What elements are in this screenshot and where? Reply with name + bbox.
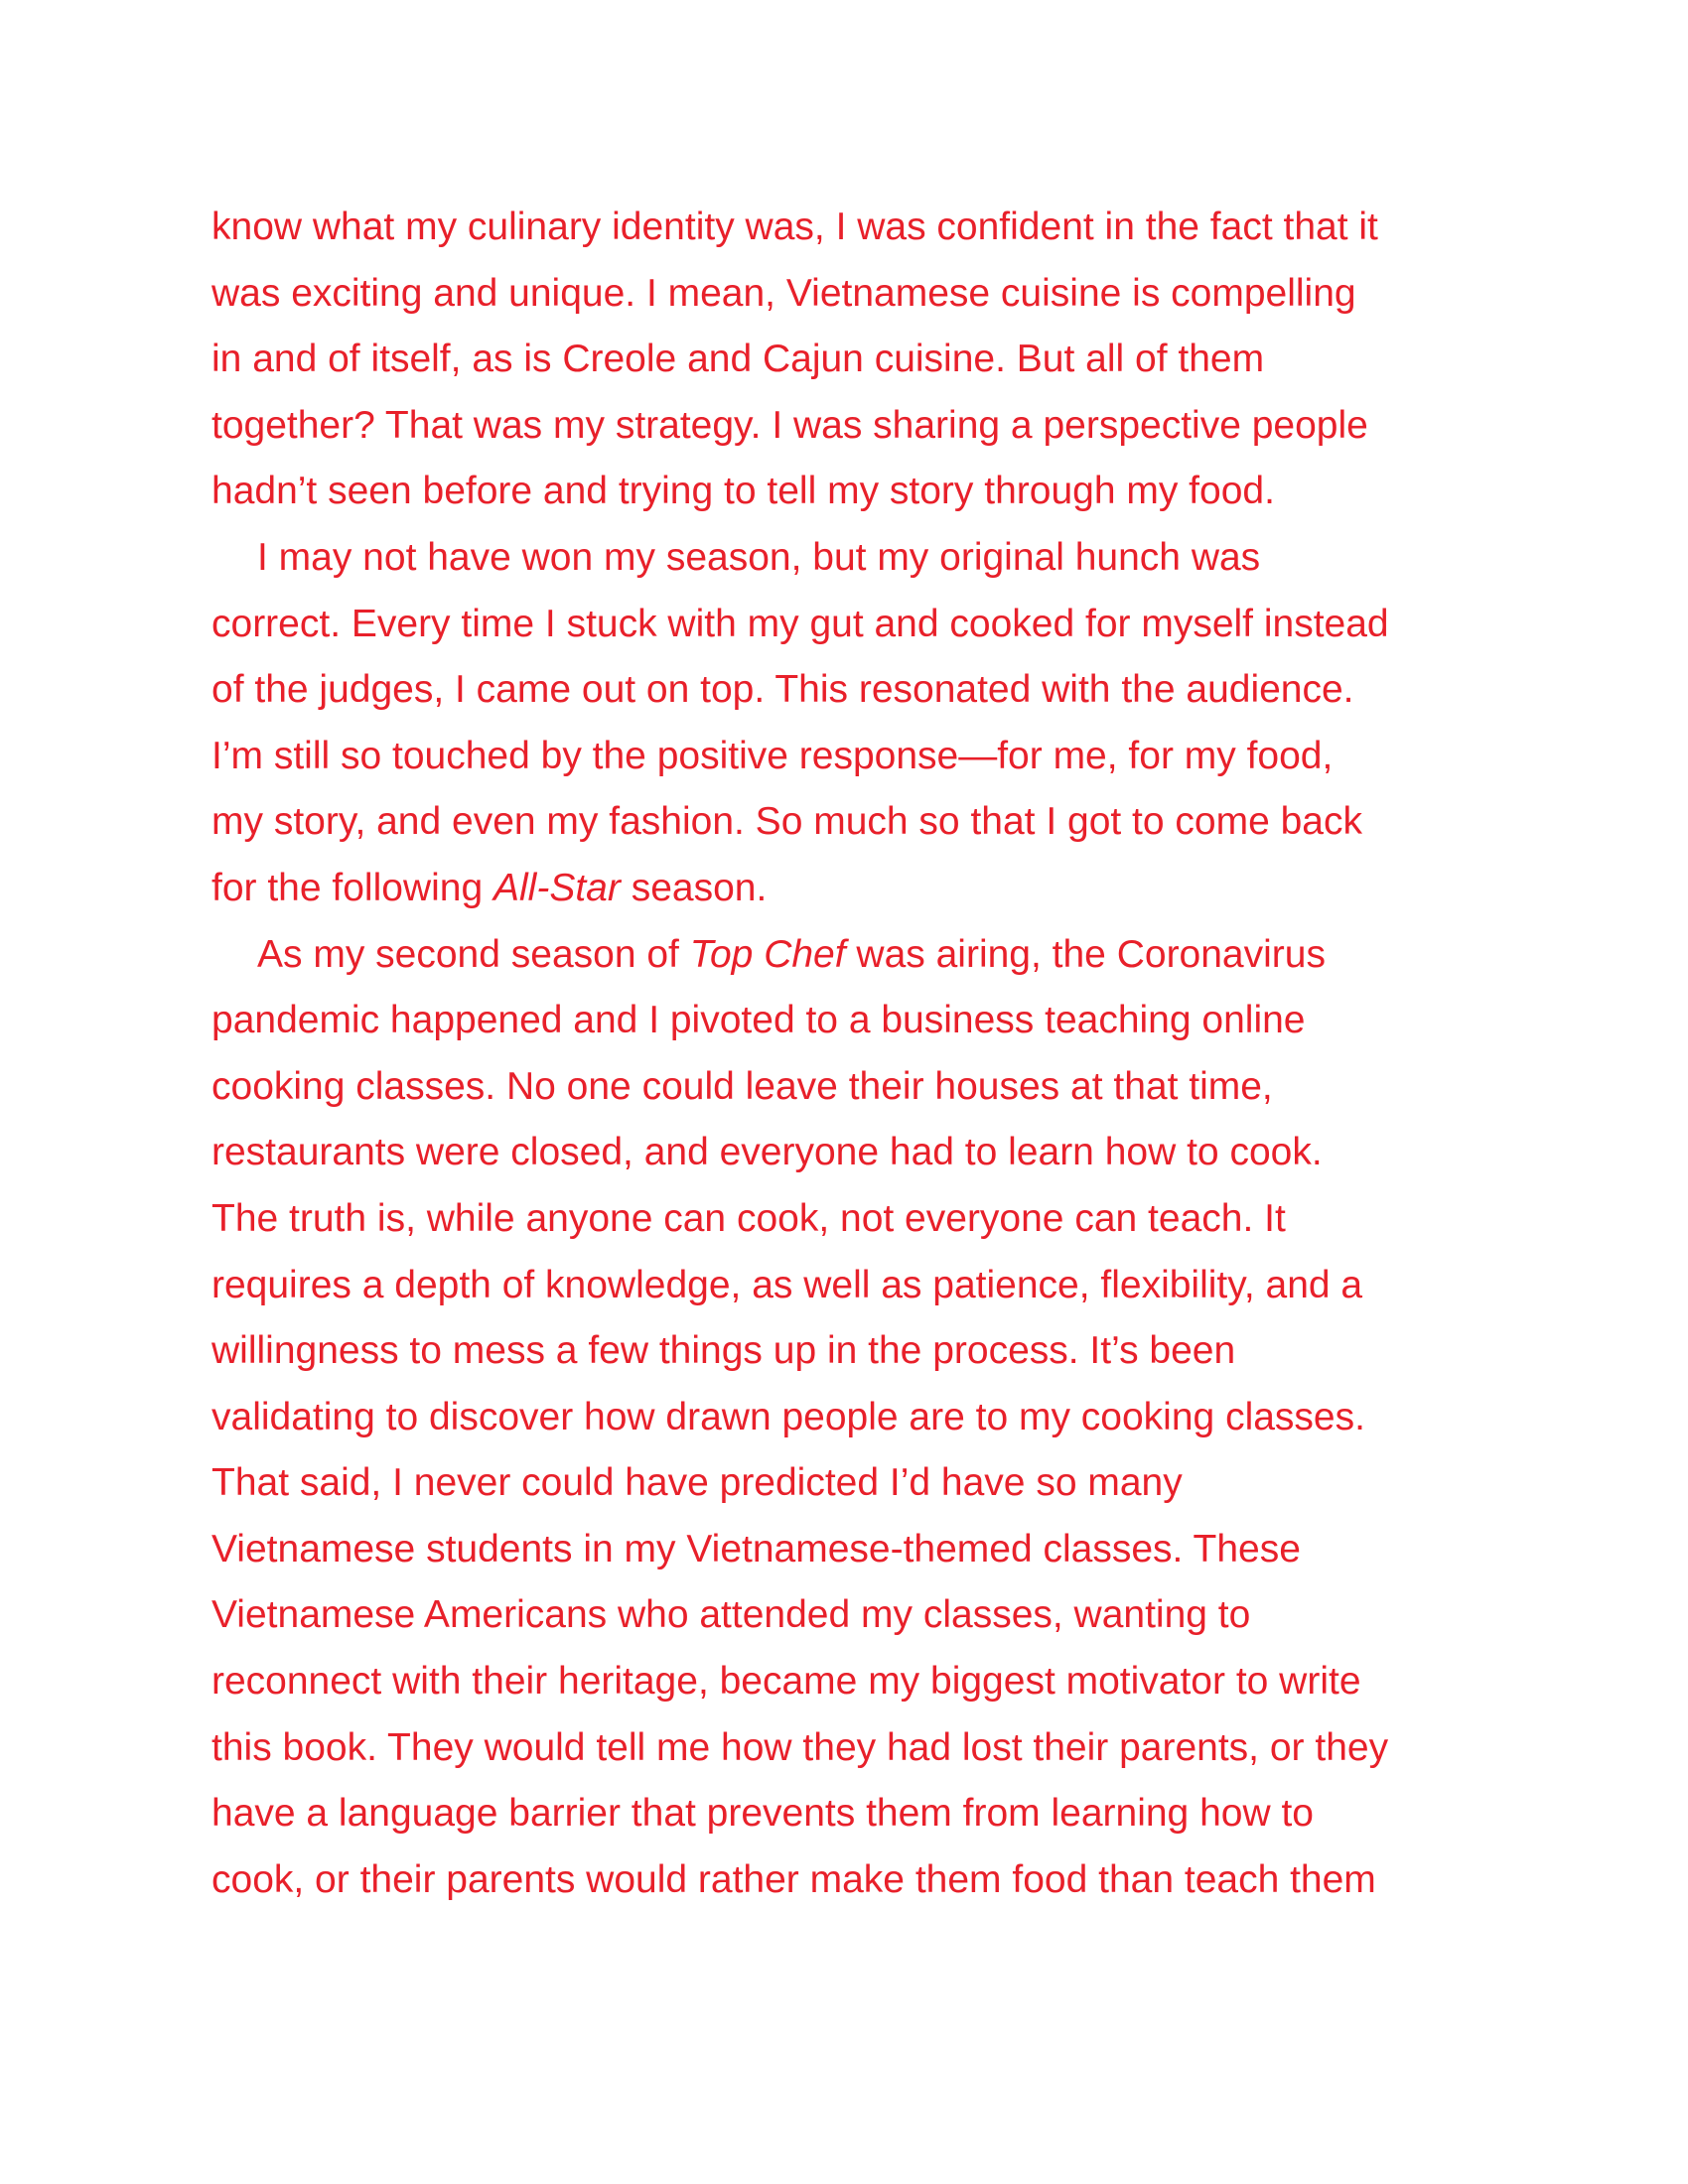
book-page-text bbox=[211, 195, 1492, 1913]
text-segment: season. bbox=[620, 866, 768, 909]
italic-title: Top Chef bbox=[689, 932, 846, 976]
text-line: The truth is, while anyone can cook, not everyone can teach. It bbox=[211, 1196, 1286, 1240]
text-line: cook, or their parents would rather make them food than teach them bbox=[211, 1857, 1376, 1901]
text-line bbox=[211, 922, 1492, 989]
text-line: validating to discover how drawn people are to my cooking classes. bbox=[211, 1395, 1365, 1438]
text-line: hadn’t seen before and trying to tell my story through my food. bbox=[211, 470, 1275, 513]
text-segment: As my second season of bbox=[257, 932, 690, 976]
paragraph-2 bbox=[211, 525, 1492, 922]
text-line: I’m still so touched by the positive response—for me, for my food, bbox=[211, 734, 1334, 777]
italic-title: All-Star bbox=[493, 866, 621, 909]
text-line: willingness to mess a few things up in the process. It’s been bbox=[211, 1329, 1236, 1373]
text-line: That said, I never could have predicted I’d have so many bbox=[211, 1461, 1183, 1505]
text-line: my story, and even my fashion. So much so that I got to come back bbox=[211, 800, 1362, 844]
text-line: Vietnamese students in my Vietnamese-themed classes. These bbox=[211, 1527, 1301, 1570]
text-line: together? That was my strategy. I was sharing a perspective people bbox=[211, 403, 1368, 447]
text-segment: was airing, the Coronavirus bbox=[845, 932, 1326, 976]
text-line: Vietnamese Americans who attended my classes, wanting to bbox=[211, 1593, 1251, 1637]
text-line: cooking classes. No one could leave their houses at that time, bbox=[211, 1064, 1273, 1108]
text-line: in and of itself, as is Creole and Cajun cuisine. But all of them bbox=[211, 338, 1265, 381]
text-line: correct. Every time I stuck with my gut and cooked for myself instead bbox=[211, 602, 1389, 645]
text-line: of the judges, I came out on top. This resonated with the audience. bbox=[211, 668, 1354, 712]
text-line: requires a depth of knowledge, as well as patience, flexibility, and a bbox=[211, 1263, 1363, 1306]
text-line: this book. They would tell me how they had lost their parents, or they bbox=[211, 1725, 1389, 1769]
text-line: I may not have won my season, but my original hunch was bbox=[257, 535, 1261, 579]
paragraph-1 bbox=[211, 195, 1492, 525]
text-line: was exciting and unique. I mean, Vietnamese cuisine is compelling bbox=[211, 271, 1356, 315]
text-line: restaurants were closed, and everyone had to learn how to cook. bbox=[211, 1131, 1323, 1174]
text-segment: for the following bbox=[211, 866, 493, 909]
text-line: reconnect with their heritage, became my biggest motivator to write bbox=[211, 1660, 1361, 1704]
text-line bbox=[211, 856, 1492, 922]
paragraph-3 bbox=[211, 922, 1492, 1914]
text-line: have a language barrier that prevents them from learning how to bbox=[211, 1792, 1314, 1836]
text-line: know what my culinary identity was, I was confident in the fact that it bbox=[211, 205, 1378, 248]
text-line: pandemic happened and I pivoted to a business teaching online bbox=[211, 999, 1306, 1042]
